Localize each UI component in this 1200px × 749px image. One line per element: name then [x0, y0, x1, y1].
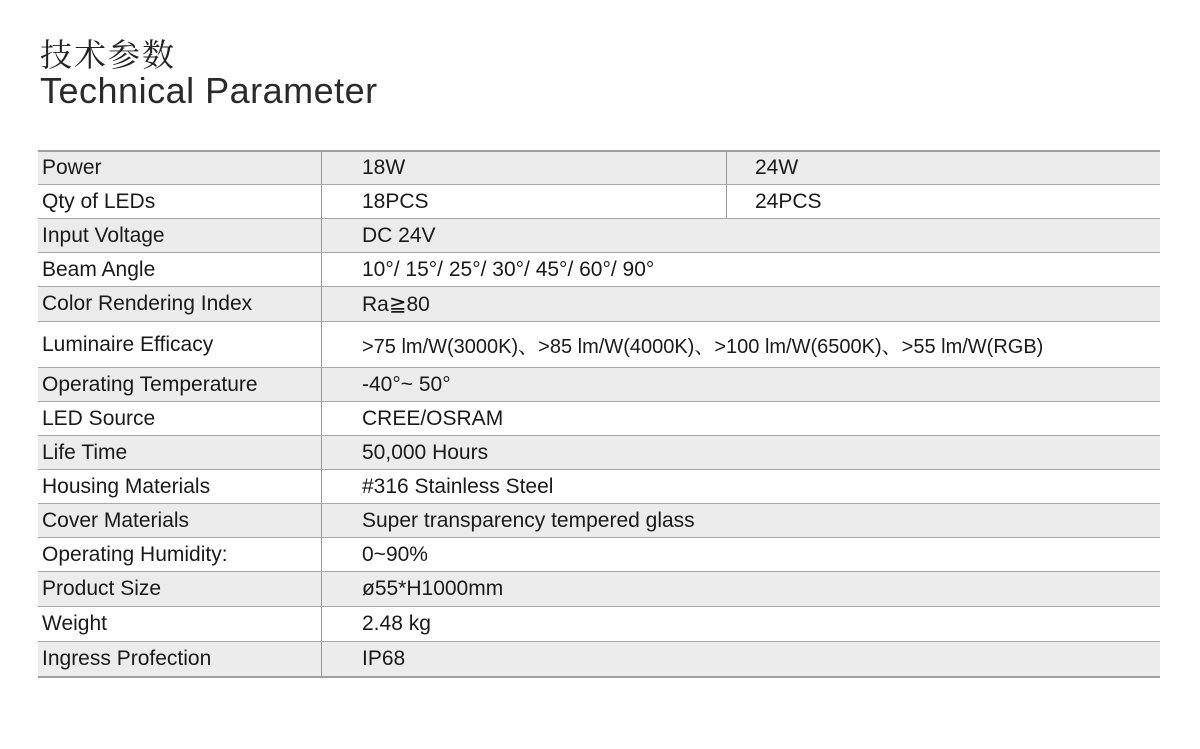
row-value: Ra≧80 [362, 292, 430, 316]
table-row-life-time [38, 436, 1160, 470]
table-row-power [38, 150, 1160, 185]
row-label: Luminaire Efficacy [38, 322, 322, 367]
row-label: Color Rendering Index [38, 287, 322, 321]
page-title: Technical Parameter [40, 70, 378, 111]
table-row-qty-leds [38, 185, 1160, 219]
row-value: CREE/OSRAM [362, 406, 504, 430]
table-row-product-size [38, 572, 1160, 607]
table-row-beam-angle [38, 253, 1160, 287]
table-row-input-voltage [38, 219, 1160, 253]
table-row-housing-materials [38, 470, 1160, 504]
row-value: >75 lm/W(3000K)、>85 lm/W(4000K)、>100 lm/W(6500K)、>55 lm/W(RGB) [362, 336, 1044, 358]
row-label: Housing Materials [38, 470, 322, 503]
spec-table [38, 150, 1160, 678]
table-row-weight [38, 607, 1160, 642]
row-label: Qty of LEDs [38, 185, 322, 218]
row-value: ø55*H1000mm [362, 577, 504, 600]
row-label: Product Size [38, 572, 322, 606]
row-value: 50,000 Hours [362, 440, 489, 464]
table-row-led-source [38, 402, 1160, 436]
row-label: Operating Temperature [38, 368, 322, 401]
row-value: 0~90% [362, 542, 428, 566]
row-value-24w: 24W [755, 156, 799, 179]
row-label: LED Source [38, 402, 322, 435]
row-value-24pcs: 24PCS [755, 189, 822, 213]
table-row-operating-temperature [38, 368, 1160, 402]
row-label: Input Voltage [38, 219, 322, 252]
table-row-ingress-protection [38, 642, 1160, 678]
row-value: -40°~ 50° [362, 372, 451, 396]
row-value: IP68 [362, 647, 406, 670]
row-value: 2.48 kg [362, 612, 431, 635]
table-row-cri [38, 287, 1160, 322]
row-value: Super transparency tempered glass [362, 508, 695, 532]
row-value: 10°/ 15°/ 25°/ 30°/ 45°/ 60°/ 90° [362, 257, 655, 281]
table-row-cover-materials [38, 504, 1160, 538]
row-label: Life Time [38, 436, 322, 469]
row-label: Operating Humidity: [38, 538, 322, 571]
row-label: Ingress Profection [38, 642, 322, 676]
row-value-18pcs: 18PCS [322, 185, 727, 218]
row-value: #316 Stainless Steel [362, 474, 554, 498]
row-label: Weight [38, 607, 322, 641]
table-row-operating-humidity [38, 538, 1160, 572]
row-label: Beam Angle [38, 253, 322, 286]
row-label: Power [38, 152, 322, 184]
row-value-18w: 18W [322, 152, 727, 184]
title-chinese: 技术参数 [40, 36, 177, 74]
row-value: DC 24V [362, 223, 436, 247]
row-label: Cover Materials [38, 504, 322, 537]
table-row-luminaire-efficacy [38, 322, 1160, 368]
